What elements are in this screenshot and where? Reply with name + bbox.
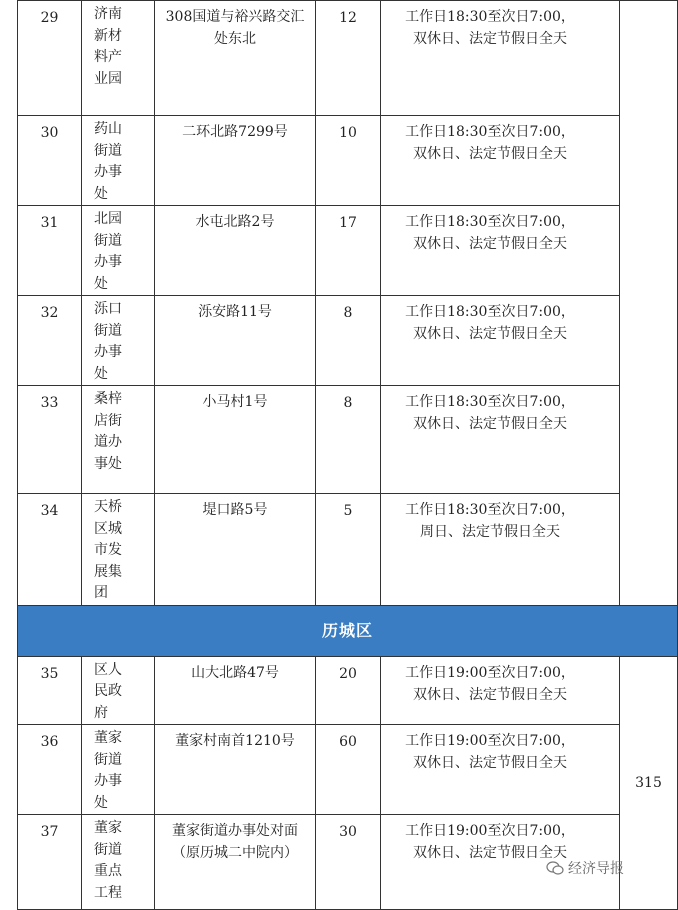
row-number: 35: [18, 656, 82, 725]
district-title: 历城区: [18, 605, 678, 656]
row-number: 31: [18, 206, 82, 296]
open-time-cell: [381, 386, 620, 494]
unit-name: 泺口街道办事处: [94, 301, 122, 382]
table-row: [18, 296, 678, 386]
unit-name-cell: [82, 206, 155, 296]
watermark-text: 经济导报: [568, 861, 624, 877]
address: 308国道与裕兴路交汇处东北: [155, 1, 316, 116]
open-time-cell: [381, 725, 620, 815]
unit-name-cell: [82, 1, 155, 116]
row-number: 33: [18, 386, 82, 494]
open-time: 工作日18:30至次日7:00，双休日、法定节假日全天: [405, 304, 575, 342]
open-time: 工作日18:30至次日7:00，双休日、法定节假日全天: [405, 124, 575, 162]
open-time-cell: [381, 296, 620, 386]
unit-name-cell: [82, 725, 155, 815]
space-count: 60: [316, 725, 381, 815]
address: 水屯北路2号: [155, 206, 316, 296]
table-row: [18, 494, 678, 606]
unit-name: 北园街道办事处: [94, 211, 122, 292]
address: 二环北路7299号: [155, 116, 316, 206]
unit-name: 董家街道重点工程: [94, 820, 122, 901]
space-count: 30: [316, 815, 381, 910]
row-number: 32: [18, 296, 82, 386]
open-time: 工作日19:00至次日7:00，双休日、法定节假日全天: [405, 823, 575, 861]
row-number: 30: [18, 116, 82, 206]
address: 董家街道办事处对面（原历城二中院内）: [155, 815, 316, 910]
table-row: [18, 725, 678, 815]
unit-name: 天桥区城市发展集团: [94, 499, 122, 601]
tianqiao-rows: [18, 1, 678, 606]
district-header-group: [18, 605, 678, 656]
unit-name-cell: [82, 296, 155, 386]
table-row: [18, 656, 678, 725]
unit-name: 药山街道办事处: [94, 121, 122, 202]
table-row: [18, 386, 678, 494]
unit-name-cell: [82, 494, 155, 606]
row-number: 34: [18, 494, 82, 606]
open-time-cell: [381, 116, 620, 206]
space-count: 17: [316, 206, 381, 296]
address: 泺安路11号: [155, 296, 316, 386]
row-number: 29: [18, 1, 82, 116]
open-time: 工作日18:30至次日7:00，双休日、法定节假日全天: [405, 214, 575, 252]
unit-name: 桑梓店街道办事处: [94, 391, 122, 472]
district-header-row: [18, 605, 678, 656]
open-time: 工作日18:30至次日7:00，周日、法定节假日全天: [405, 502, 575, 540]
space-count: 8: [316, 296, 381, 386]
address: 山大北路47号: [155, 656, 316, 725]
address: 董家村南首1210号: [155, 725, 316, 815]
open-time-cell: [381, 206, 620, 296]
total-cell: [620, 1, 678, 606]
open-time: 工作日18:30至次日7:00，双休日、法定节假日全天: [405, 394, 575, 432]
open-time: 工作日18:30至次日7:00，双休日、法定节假日全天: [405, 9, 575, 47]
unit-name: 济南新材料产业园: [94, 6, 122, 87]
wechat-icon: [546, 861, 564, 875]
space-count: 8: [316, 386, 381, 494]
parking-table: [17, 0, 678, 910]
unit-name-cell: [82, 656, 155, 725]
address: 小马村1号: [155, 386, 316, 494]
table-row: [18, 206, 678, 296]
open-time: 工作日19:00至次日7:00，双休日、法定节假日全天: [405, 733, 575, 771]
address: 堤口路5号: [155, 494, 316, 606]
space-count: 5: [316, 494, 381, 606]
unit-name: 董家街道办事处: [94, 730, 122, 811]
row-number: 37: [18, 815, 82, 910]
space-count: 20: [316, 656, 381, 725]
space-count: 10: [316, 116, 381, 206]
unit-name-cell: [82, 116, 155, 206]
open-time-cell: [381, 1, 620, 116]
unit-name-cell: [82, 386, 155, 494]
row-number: 36: [18, 725, 82, 815]
open-time: 工作日19:00至次日7:00，双休日、法定节假日全天: [405, 664, 575, 703]
open-time-cell: [381, 494, 620, 606]
space-count: 12: [316, 1, 381, 116]
table-row: [18, 1, 678, 116]
watermark: [546, 858, 624, 878]
table-row: [18, 116, 678, 206]
total-spaces: 315: [620, 656, 678, 910]
unit-name-cell: [82, 815, 155, 910]
open-time-cell: [381, 656, 620, 725]
unit-name: 区人民政府: [94, 661, 122, 721]
